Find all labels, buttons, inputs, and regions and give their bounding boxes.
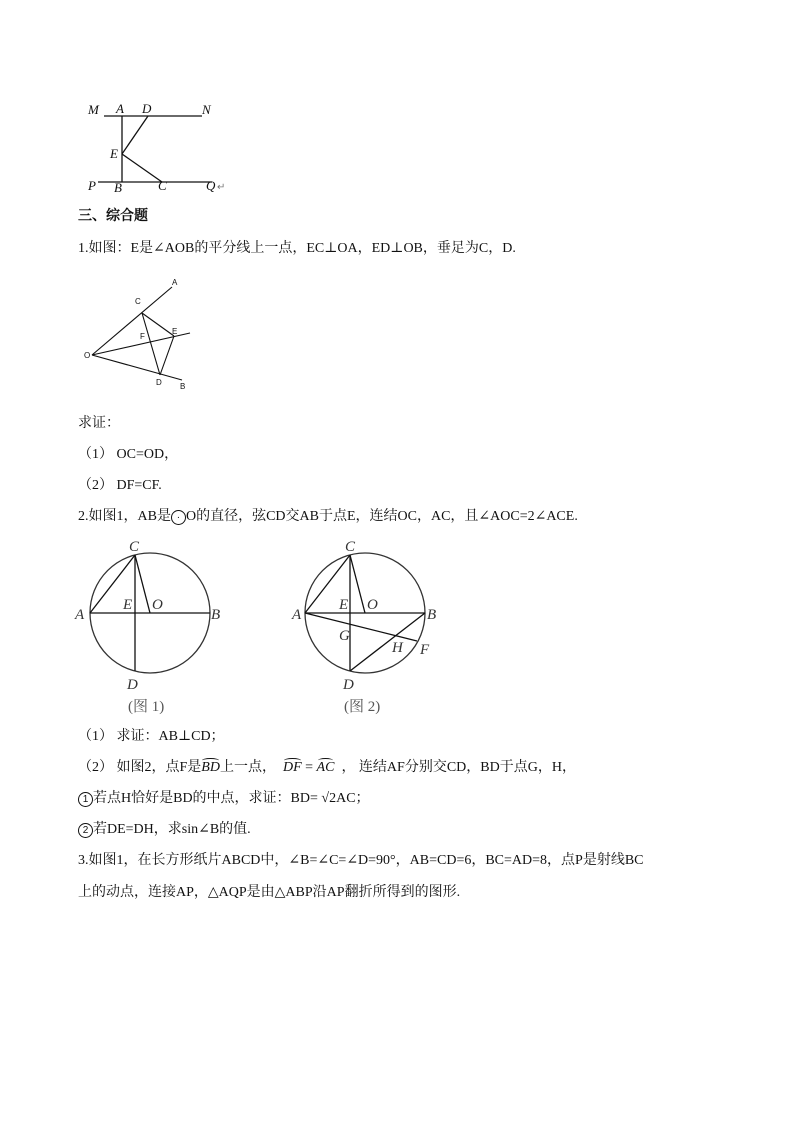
- label-B: B: [114, 180, 122, 195]
- label-A: A: [172, 278, 178, 287]
- return-mark: ↵: [217, 182, 226, 193]
- label-A: A: [75, 607, 85, 623]
- q2-part2-b: 上一点，: [219, 760, 276, 775]
- label-G: G: [339, 628, 350, 644]
- q2-stem-a: 2.如图1，AB是: [78, 509, 171, 524]
- label-E: E: [339, 597, 349, 613]
- figure-parallel-lines: [80, 98, 240, 198]
- label-B: B: [211, 607, 221, 623]
- label-H: H: [392, 640, 403, 656]
- label-B: B: [180, 382, 186, 391]
- q2-sub2-text: 若DE=DH，求sin∠B的值.: [93, 822, 251, 837]
- caption-fig1: (图 1): [128, 699, 165, 715]
- q2-stem-b: O的直径，弦CD交AB于点E，连结OC，AC，且∠AOC=2∠ACE.: [185, 509, 578, 524]
- q1-part1: （1） OC=OD，: [78, 447, 179, 462]
- label-C: C: [129, 539, 140, 555]
- circled-number-1: 1: [78, 792, 93, 807]
- figure-angle-bisector: [80, 272, 200, 396]
- q2-part2-c: ， 连结AF分别交CD，BD于点G，H，: [341, 760, 576, 775]
- label-D: D: [127, 677, 138, 693]
- circled-number-2: 2: [78, 823, 93, 838]
- label-F: F: [140, 332, 145, 341]
- q2-sub1: [78, 790, 370, 808]
- label-F: F: [420, 642, 430, 658]
- label-O: O: [367, 597, 378, 613]
- q2-sub2: [78, 821, 251, 839]
- q1-part2: （2） DF=CF.: [78, 478, 162, 493]
- q3-line1: 3.如图1，在长方形纸片ABCD中，∠B=∠C=∠D=90°，AB=CD=6，BC=AD=8，点P是射线BC: [78, 853, 644, 868]
- q1-stem: 1.如图：E是∠AOB的平分线上一点，EC⊥OA，ED⊥OB，垂足为C，D.: [78, 241, 516, 256]
- label-C: C: [158, 178, 167, 193]
- label-O: O: [152, 597, 163, 613]
- figure-circle-2: [280, 533, 450, 718]
- q3-line2: 上的动点，连接AP，△AQP是由△ABP沿AP翻折所得到的图形.: [78, 885, 461, 900]
- label-B: B: [427, 607, 437, 623]
- q2-part1: （1） 求证：AB⊥CD；: [78, 729, 225, 744]
- equals-sign: =: [301, 760, 317, 775]
- q2-stem: [78, 508, 578, 526]
- label-A: A: [116, 101, 124, 116]
- label-Q: Q: [206, 178, 216, 193]
- label-D: D: [156, 378, 162, 387]
- q2-part2: [78, 759, 576, 777]
- circle-dot-symbol: ·: [171, 510, 186, 525]
- caption-fig2: (图 2): [344, 699, 381, 715]
- label-D: D: [142, 101, 152, 116]
- label-E: E: [172, 327, 178, 336]
- q2-sub1-a: 若点H恰好是BD的中点，求证：BD=: [93, 791, 318, 806]
- figure-circle-1: [70, 533, 230, 718]
- arc-bd: BD: [201, 760, 220, 775]
- label-P: P: [88, 178, 96, 193]
- q2-sub1-b: AC；: [336, 791, 370, 806]
- sqrt-2: √2: [321, 791, 337, 806]
- label-A: A: [292, 607, 302, 623]
- q2-part2-a: （2） 如图2，点F是: [78, 760, 202, 775]
- section-heading: 三、综合题: [78, 208, 148, 224]
- label-E: E: [123, 597, 133, 613]
- arc-df: DF: [282, 760, 302, 775]
- arc-ac: AC: [316, 760, 335, 775]
- label-C: C: [345, 539, 356, 555]
- q1-prove: 求证：: [78, 416, 120, 431]
- label-C: C: [135, 297, 141, 306]
- label-O: O: [84, 351, 91, 360]
- label-D: D: [343, 677, 354, 693]
- label-N: N: [202, 102, 211, 117]
- label-E: E: [110, 146, 118, 161]
- label-M: M: [88, 102, 99, 117]
